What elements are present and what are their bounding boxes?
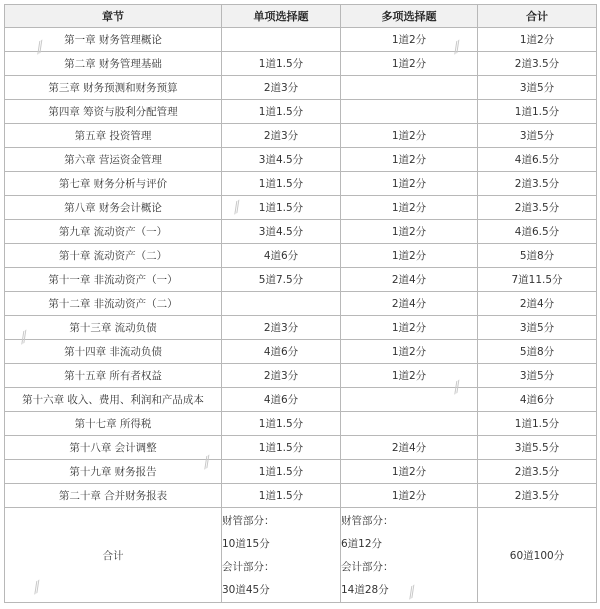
table-row — [5, 196, 597, 220]
single-choice-cell: 2道3分 — [222, 76, 341, 100]
chapter-cell: 第十五章 所有者权益 — [5, 364, 222, 388]
row-total-cell: 2道3.5分 — [478, 172, 597, 196]
watermark-mark: ⁄⁄ — [406, 584, 419, 602]
watermark-mark: ⁄⁄ — [451, 39, 464, 57]
table-row — [5, 244, 597, 268]
row-total-cell: 4道6.5分 — [478, 220, 597, 244]
single-choice-cell — [222, 292, 341, 316]
multiple-choice-cell: 1道2分 — [341, 124, 478, 148]
multiple-choice-cell — [341, 76, 478, 100]
single-choice-cell: 2道3分 — [222, 316, 341, 340]
chapter-cell: 第十七章 所得税 — [5, 412, 222, 436]
summary-single-choice — [222, 508, 341, 603]
multiple-choice-cell: 2道4分 — [341, 436, 478, 460]
chapter-cell: 第十四章 非流动负债 — [5, 340, 222, 364]
chapter-cell: 第十八章 会计调整 — [5, 436, 222, 460]
row-total-cell: 2道3.5分 — [478, 52, 597, 76]
row-total-cell: 4道6分 — [478, 388, 597, 412]
single-choice-cell: 4道6分 — [222, 388, 341, 412]
table-row — [5, 52, 597, 76]
row-total-cell: 1道1.5分 — [478, 100, 597, 124]
single-choice-cell: 2道3分 — [222, 364, 341, 388]
row-total-cell: 3道5分 — [478, 76, 597, 100]
table-row — [5, 460, 597, 484]
table-row — [5, 484, 597, 508]
multiple-choice-cell: 1道2分 — [341, 148, 478, 172]
multiple-choice-cell: 1道2分 — [341, 460, 478, 484]
row-total-cell: 2道4分 — [478, 292, 597, 316]
summary-multi-line: 会计部分： — [341, 561, 394, 573]
chapter-cell: 第九章 流动资产（一） — [5, 220, 222, 244]
single-choice-cell: 1道1.5分 — [222, 436, 341, 460]
header-single-choice: 单项选择题 — [222, 5, 341, 28]
chapter-cell: 第一章 财务管理概论 — [5, 28, 222, 52]
multiple-choice-cell: 1道2分 — [341, 340, 478, 364]
summary-multiple-choice — [341, 508, 478, 603]
summary-row — [5, 508, 597, 603]
summary-single-line: 10道15分 — [222, 538, 270, 550]
chapter-cell: 第三章 财务预测和财务预算 — [5, 76, 222, 100]
row-total-cell: 3道5分 — [478, 364, 597, 388]
row-total-cell: 7道11.5分 — [478, 268, 597, 292]
multiple-choice-cell: 1道2分 — [341, 28, 478, 52]
single-choice-cell: 5道7.5分 — [222, 268, 341, 292]
table-row — [5, 100, 597, 124]
table-row — [5, 28, 597, 52]
summary-multi-line: 财管部分： — [341, 515, 394, 527]
single-choice-cell: 3道4.5分 — [222, 220, 341, 244]
table-row — [5, 412, 597, 436]
row-total-cell: 1道1.5分 — [478, 412, 597, 436]
single-choice-cell — [222, 28, 341, 52]
watermark-mark: ⁄⁄ — [451, 379, 464, 397]
summary-single-line: 30道45分 — [222, 584, 270, 596]
chapter-cell: 第十章 流动资产（二） — [5, 244, 222, 268]
single-choice-cell: 1道1.5分 — [222, 52, 341, 76]
table-row — [5, 124, 597, 148]
header-chapter: 章节 — [5, 5, 222, 28]
row-total-cell: 3道5分 — [478, 124, 597, 148]
summary-label: 合计 — [5, 508, 222, 603]
single-choice-cell: 1道1.5分 — [222, 484, 341, 508]
chapter-cell: 第十一章 非流动资产（一） — [5, 268, 222, 292]
chapter-cell: 第八章 财务会计概论 — [5, 196, 222, 220]
chapter-cell: 第十二章 非流动资产（二） — [5, 292, 222, 316]
multiple-choice-cell — [341, 388, 478, 412]
single-choice-cell: 1道1.5分 — [222, 196, 341, 220]
table-row — [5, 436, 597, 460]
watermark-mark: ⁄⁄ — [231, 199, 244, 217]
summary-single-line: 会计部分： — [222, 561, 275, 573]
exam-score-table — [4, 4, 597, 603]
chapter-cell: 第五章 投资管理 — [5, 124, 222, 148]
multiple-choice-cell: 2道4分 — [341, 268, 478, 292]
row-total-cell: 2道3.5分 — [478, 196, 597, 220]
watermark-mark: ⁄⁄ — [34, 39, 47, 57]
table-body — [5, 28, 597, 603]
summary-multi-line: 6道12分 — [341, 538, 383, 550]
summary-single-line: 财管部分： — [222, 515, 275, 527]
chapter-cell: 第二十章 合并财务报表 — [5, 484, 222, 508]
row-total-cell: 3道5分 — [478, 316, 597, 340]
watermark-mark: ⁄⁄ — [31, 579, 44, 597]
table-row — [5, 268, 597, 292]
chapter-cell: 第十三章 流动负债 — [5, 316, 222, 340]
multiple-choice-cell: 1道2分 — [341, 52, 478, 76]
chapter-cell: 第十九章 财务报告 — [5, 460, 222, 484]
chapter-cell: 第十六章 收入、费用、利润和产品成本 — [5, 388, 222, 412]
multiple-choice-cell: 2道4分 — [341, 292, 478, 316]
summary-multi-line: 14道28分 — [341, 584, 389, 596]
chapter-cell: 第四章 筹资与股利分配管理 — [5, 100, 222, 124]
watermark-mark: ⁄⁄ — [201, 454, 214, 472]
chapter-cell: 第七章 财务分析与评价 — [5, 172, 222, 196]
single-choice-cell: 1道1.5分 — [222, 172, 341, 196]
row-total-cell: 5道8分 — [478, 340, 597, 364]
table-row — [5, 388, 597, 412]
row-total-cell: 4道6.5分 — [478, 148, 597, 172]
multiple-choice-cell: 1道2分 — [341, 484, 478, 508]
row-total-cell: 2道3.5分 — [478, 460, 597, 484]
header-multiple-choice: 多项选择题 — [341, 5, 478, 28]
row-total-cell: 1道2分 — [478, 28, 597, 52]
row-total-cell: 5道8分 — [478, 244, 597, 268]
multiple-choice-cell: 1道2分 — [341, 364, 478, 388]
multiple-choice-cell — [341, 412, 478, 436]
multiple-choice-cell: 1道2分 — [341, 316, 478, 340]
table-row — [5, 172, 597, 196]
grand-total-cell: 60道100分 — [478, 508, 597, 603]
single-choice-cell: 1道1.5分 — [222, 460, 341, 484]
table-row — [5, 340, 597, 364]
table-row — [5, 148, 597, 172]
header-total: 合计 — [478, 5, 597, 28]
single-choice-cell: 1道1.5分 — [222, 412, 341, 436]
multiple-choice-cell: 1道2分 — [341, 220, 478, 244]
multiple-choice-cell: 1道2分 — [341, 196, 478, 220]
single-choice-cell: 1道1.5分 — [222, 100, 341, 124]
header-row — [5, 5, 597, 28]
watermark-mark: ⁄⁄ — [18, 329, 31, 347]
single-choice-cell: 4道6分 — [222, 244, 341, 268]
table-row — [5, 364, 597, 388]
table-row — [5, 316, 597, 340]
row-total-cell: 3道5.5分 — [478, 436, 597, 460]
single-choice-cell: 3道4.5分 — [222, 148, 341, 172]
single-choice-cell: 4道6分 — [222, 340, 341, 364]
table-row — [5, 292, 597, 316]
single-choice-cell: 2道3分 — [222, 124, 341, 148]
table-row — [5, 76, 597, 100]
multiple-choice-cell — [341, 100, 478, 124]
multiple-choice-cell: 1道2分 — [341, 244, 478, 268]
row-total-cell: 2道3.5分 — [478, 484, 597, 508]
multiple-choice-cell: 1道2分 — [341, 172, 478, 196]
chapter-cell: 第二章 财务管理基础 — [5, 52, 222, 76]
chapter-cell: 第六章 营运资金管理 — [5, 148, 222, 172]
table-row — [5, 220, 597, 244]
